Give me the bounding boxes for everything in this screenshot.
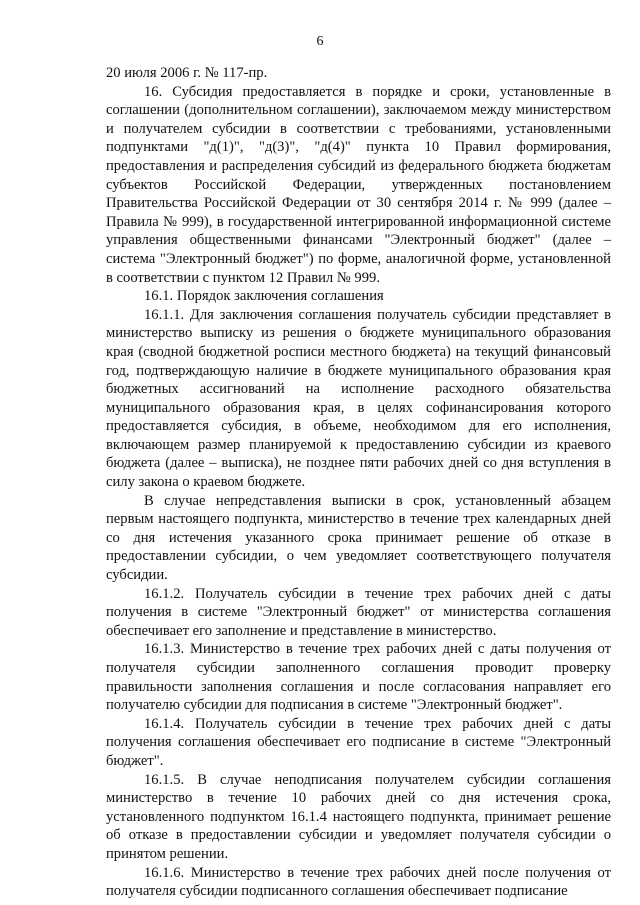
page-number: 6 bbox=[316, 34, 324, 49]
paragraph-16-1-4: 16.1.4. Получатель субсидии в течение трех рабочих дней с даты получения соглашения обеспечивает его подписание в системе "Электронный бюджет". bbox=[106, 715, 611, 769]
paragraph-16-1-1: 16.1.1. Для заключения соглашения получатель субсидии представляет в министерство выписку из решения о бюджете муниципального образования края (сводной бюджетной росписи местного бюджета) на текущий финансовый год, подтверждающую наличие в бюджете муниципального образования края бюджетных ассигнований на исполнение расходного обязательства муниципального образования края, в целях софинансирования которого предоставляется субсидия, в объеме, необходимом для его исполнения, включающем размер планируемой к предоставлению субсидии из краевого бюджета (далее – выписка), не позднее пяти рабочих дней со дня вступления в силу закона о краевом бюджете. bbox=[106, 306, 611, 491]
paragraph-16-1: 16.1. Порядок заключения соглашения bbox=[144, 288, 384, 305]
paragraph-16-1-5: 16.1.5. В случае неподписания получателем субсидии соглашения министерство в течение 10 рабочих дней со дня истечения срока, установленного подпунктом 16.1.4 настоящего подпункта, принимает решение об отказе в предоставлении субсидии и уведомляет получателя субсидии о принятом решении. bbox=[106, 771, 611, 862]
paragraph-16-1-3: 16.1.3. Министерство в течение трех рабочих дней с даты получения от получателя субсидии заполненного соглашения проводит проверку правильности заполнения соглашения и после согласования направляет его получателю субсидии для подписания в системе "Электронный бюджет". bbox=[106, 641, 611, 714]
paragraph-16-1-2: 16.1.2. Получатель субсидии в течение трех рабочих дней с даты получения в системе "Электронный бюджет" от министерства соглашения обеспечивает его заполнение и представление в министерство. bbox=[106, 585, 611, 639]
paragraph-16-1-6: 16.1.6. Министерство в течение трех рабочих дней после получения от получателя субсидии подписанного соглашения обеспечивает подписание bbox=[106, 864, 611, 900]
paragraph-16-1-1-refusal: В случае непредставления выписки в срок, установленный абзацем первым настоящего подпункта, министерство в течение трех календарных дней со дня истечения указанного срока принимает решение об отказе в предоставлении субсидии, о чем уведомляет соответствующего получателя субсидии. bbox=[106, 492, 611, 584]
document-body bbox=[106, 64, 611, 901]
paragraph-decree-date: 20 июля 2006 г. № 117-пр. bbox=[106, 65, 268, 81]
paragraph-16: 16. Субсидия предоставляется в порядке и сроки, установленные в соглашении (дополнительном соглашении), заключаемом между министерством и получателем субсидии в соответствии с требованиями, установленными подпунктами "д(1)", "д(3)", "д(4)" пункта 10 Правил формирования, предоставления и распределения субсидий из федерального бюджета бюджетам субъектов Российской Федерации, утвержденных постановлением Правительства Российской Федерации от 30 сентября 2014 г. № 999 (далее – Правила № 999), в государственной интегрированной информационной системе управления общественными финансами "Электронный бюджет" (далее – система "Электронный бюджет") по форме, аналогичной форме, установленной в соответствии с пунктом 12 Правил № 999. bbox=[106, 83, 611, 286]
